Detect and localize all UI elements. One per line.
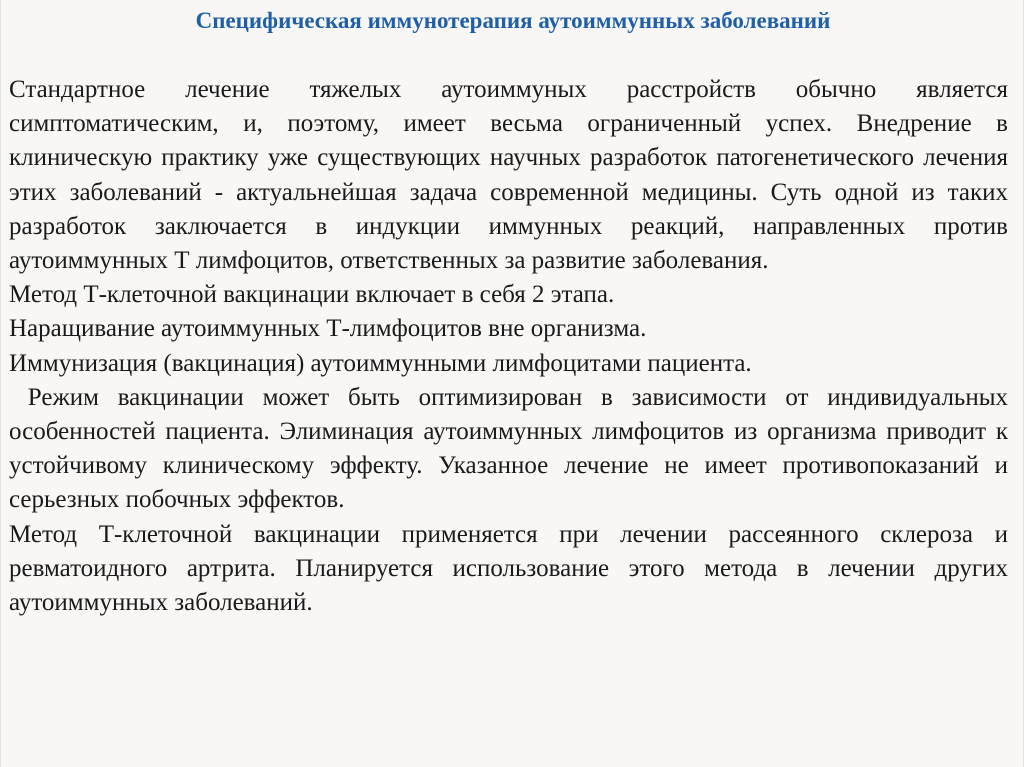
paragraph-step-1: Наращивание аутоиммунных Т-лимфоцитов вне организма. — [9, 315, 647, 343]
paragraph-regimen: Режим вакцинации может быть оптимизирован в зависимости от индивидуальных особенностей пациента. Элиминация аутоиммунных лимфоцитов из организма приводит к устойчивому клиническому эффекту. Указанное лечение не имеет противопоказаний и серьезных побочных эффектов. — [9, 383, 1015, 514]
paragraph-step-2: Иммунизация (вакцинация) аутоиммунными лимфоцитами пациента. — [9, 349, 752, 377]
slide-title: Специфическая иммунотерапия аутоиммунных заболеваний — [195, 8, 831, 33]
paragraph-application: Метод Т-клеточной вакцинации применяется при лечении рассеянного склероза и ревматоидного артрита. Планируется использование этого метода в лечении других аутоиммунных заболеваний. — [9, 520, 1008, 617]
paragraph-intro: Стандартное лечение тяжелых аутоиммуных расстройств обычно является симптоматическим, и, поэтому, имеет весьма ограниченный успех. Внедрение в клиническую практику уже существующих научных разработок патогенетического лечения этих заболеваний - актуальнейшая задача современной медицины. Суть одной из таких разработок заключается в индукции иммунных реакций, направленных против аутоиммунных Т лимфоцитов, ответственных за развитие заболевания. — [9, 76, 1008, 275]
slide-body — [9, 73, 1015, 620]
paragraph-method: Метод Т-клеточной вакцинации включает в себя 2 этапа. — [9, 281, 615, 309]
